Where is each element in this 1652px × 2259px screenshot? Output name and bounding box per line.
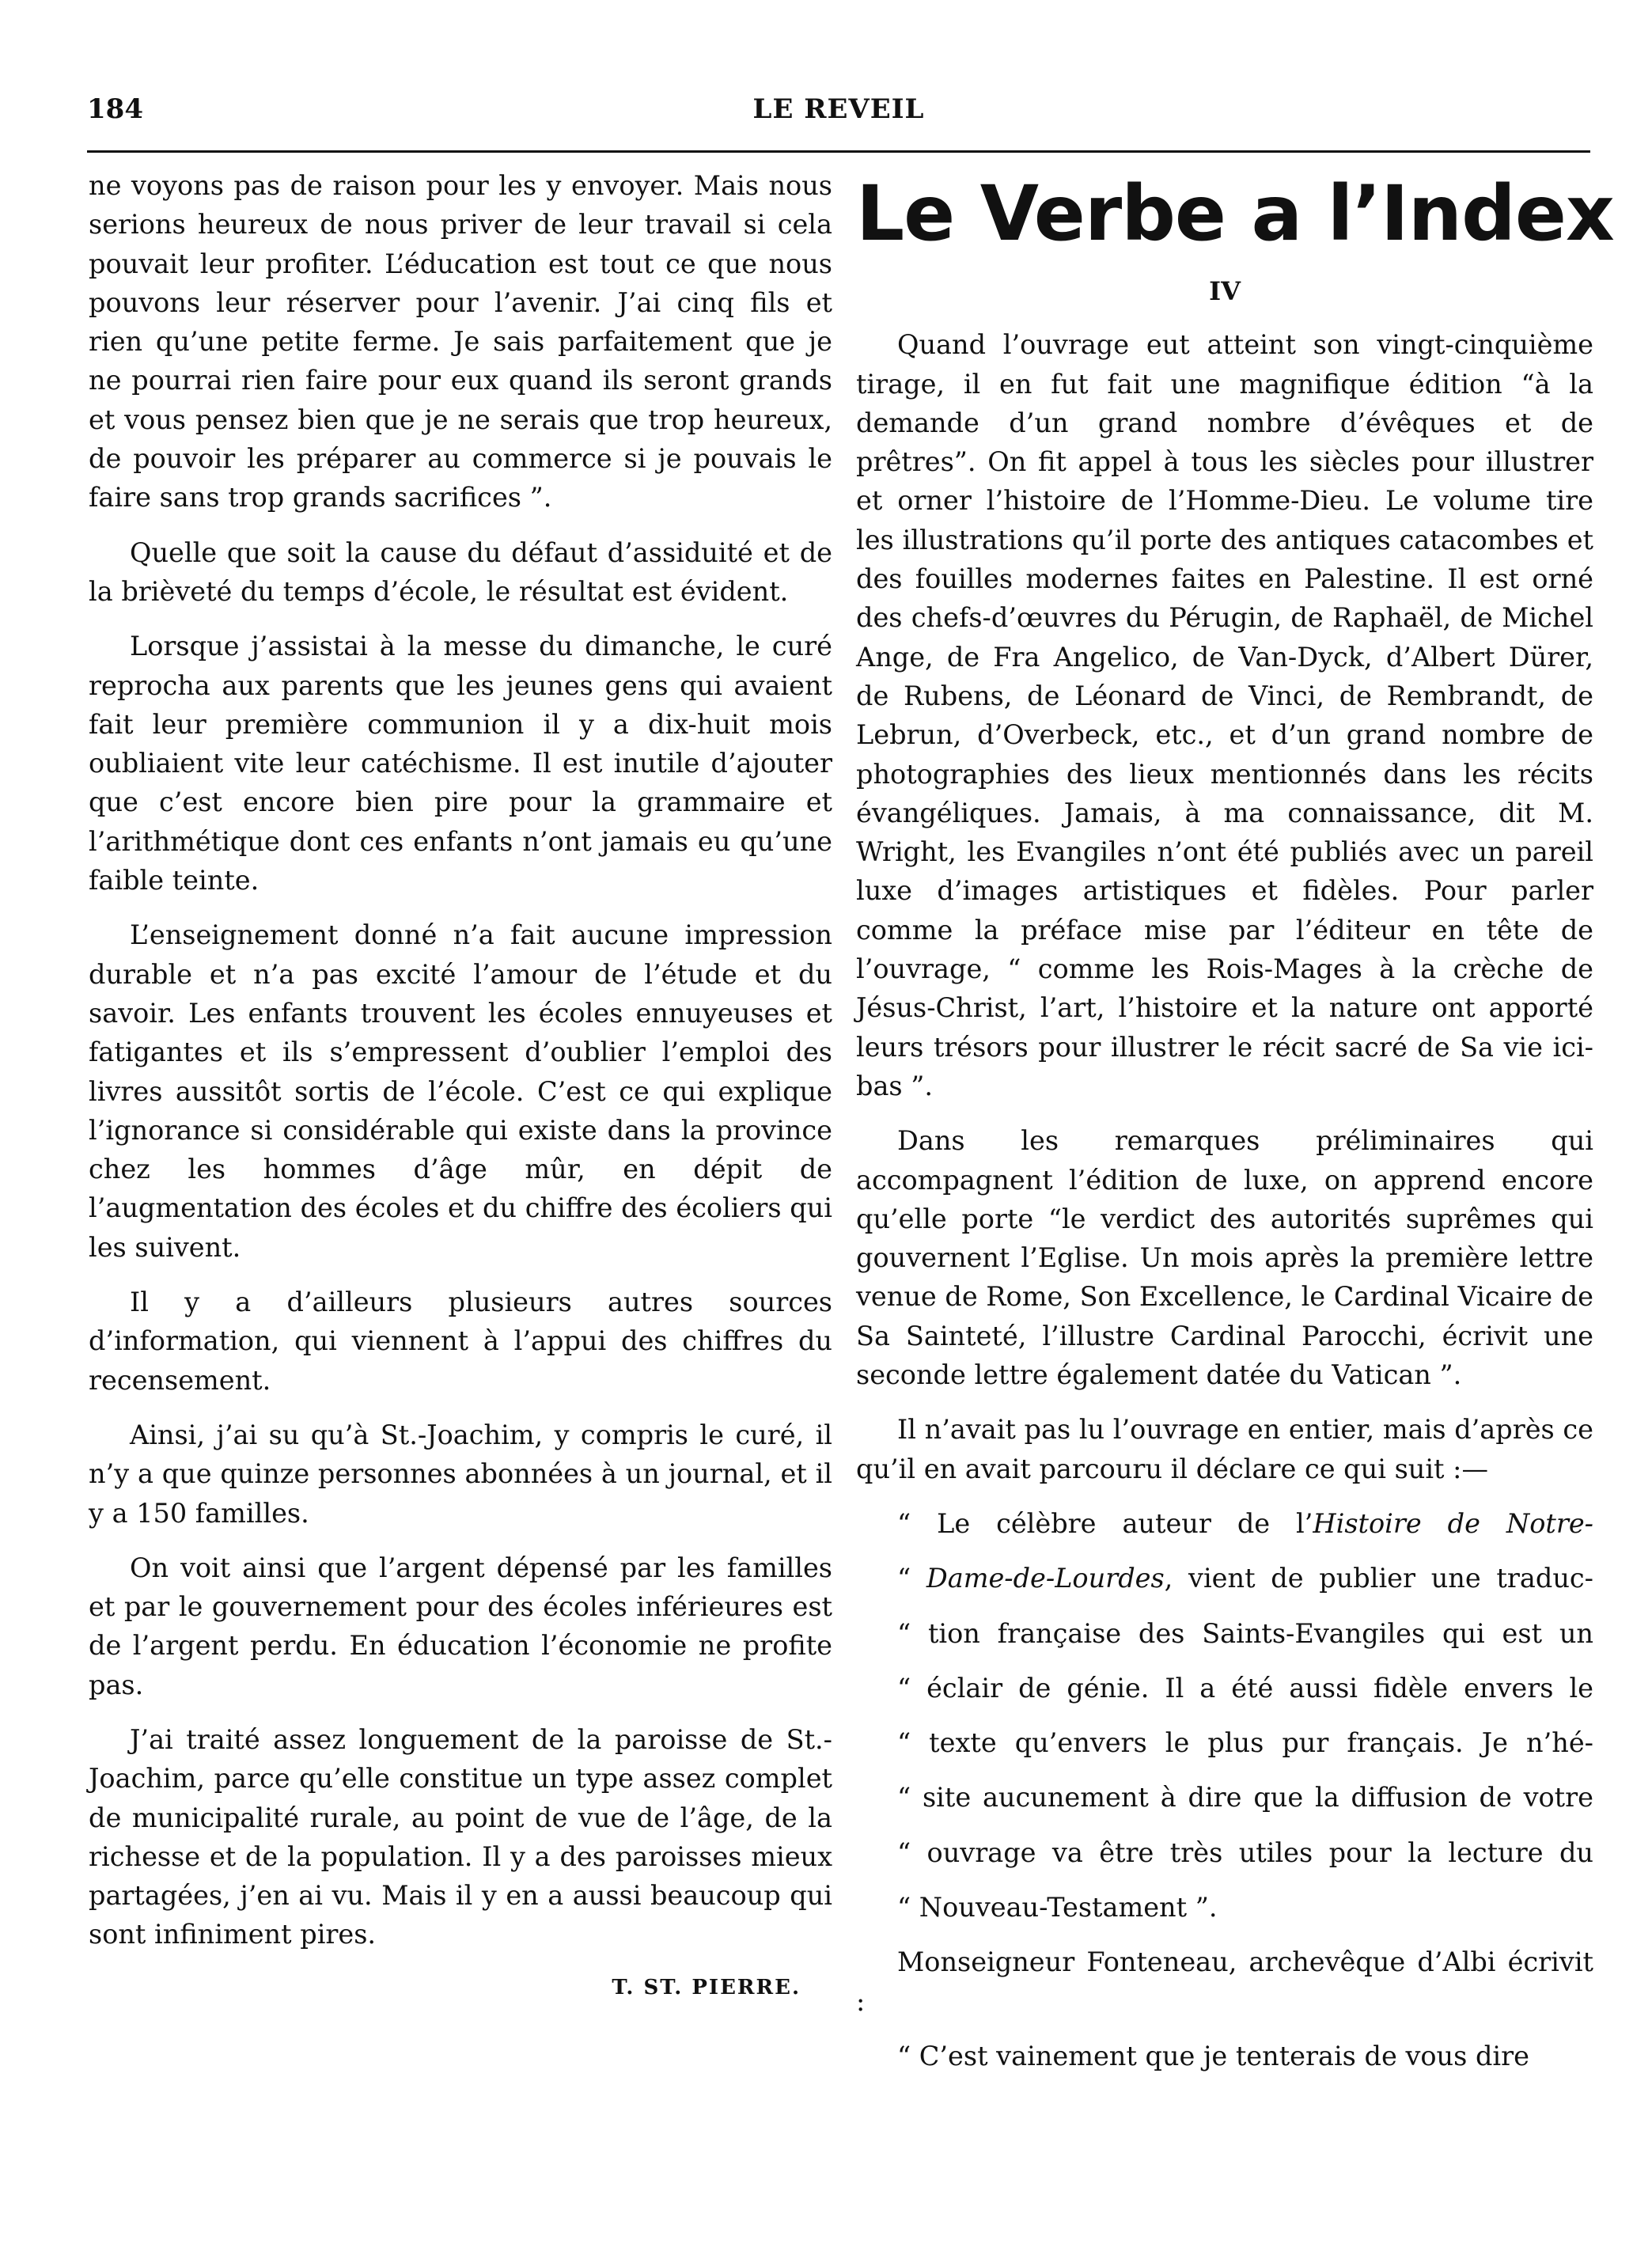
paragraph: Quand l’ouvrage eut atteint son vingt-cinquième tirage, il en fut fait une magnifique édition “à la demande d’un grand nombre d’évêques et de prêtres”. On fit appel à tous les siècles pour illustrer et orner l’histoire de l’Homme-Dieu. Le volume tire les illustrations qu’il porte des antiques catacombes et des fouilles modernes faites en Palestine. Il est orné des chefs-d’œuvres du Pérugin, de Raphaël, de Michel Ange, de Fra Angelico, de Van-Dyck, d’Albert Dürer, de Rubens, de Léonard de Vinci, de Rembrandt, de Lebrun, d’Overbeck, etc., et d’un grand nombre de photographies des lieux mentionnés dans les récits évangéliques. Jamais, à ma connaissance, dit M. Wright, les Evangiles n’ont été publiés avec un pareil luxe d’images artistiques et fidèles. Pour parler comme la préface mise par l’éditeur en tête de l’ouvrage, “ comme les Rois-Mages à la crèche de Jésus-Christ, l’art, l’histoire et la nature ont apporté leurs trésors pour illustrer le récit sacré de Sa vie ici-bas ”.: [856, 329, 1593, 1101]
paragraph: Il y a d’ailleurs plusieurs autres sources d’information, qui viennent à l’appui des chiffres du recensement.: [89, 1287, 832, 1396]
quote-line: “ tion française des Saints-Evangiles qui est un: [897, 1617, 1593, 1649]
page-header: [87, 93, 1590, 141]
quote-line: “ site aucunement à dire que la diffusion de votre: [897, 1782, 1593, 1814]
paragraph: J’ai traité assez longuement de la paroisse de St.-Joachim, parce qu’elle constitue un type assez complet de municipalité rurale, au point de vue de l’âge, de la richesse et de la population. Il y a des paroisses mieux partagées, j’en ai vu. Mais il y en a aussi beaucoup qui sont infiniment pires.: [89, 1723, 832, 1950]
author-signature: T. ST. PIERRE.: [612, 1975, 801, 1999]
quote-line: “ éclair de génie. Il a été aussi fidèle envers le: [897, 1672, 1593, 1704]
header-rule: [87, 150, 1590, 153]
paragraph: Ainsi, j’ai su qu’à St.-Joachim, y compris le curé, il n’y a que quinze personnes abonnées à un journal, et il y a 150 familles.: [89, 1419, 832, 1529]
paragraph: L’enseignement donné n’a fait aucune impression durable et n’a pas excité l’amour de l’étude et du savoir. Les enfants trouvent les écoles ennuyeuses et fatigantes et ils s’empressent d’oublier l’emploi des livres aussitôt sortis de l’école. C’est ce qui explique l’ignorance si considérable qui existe dans la province chez les hommes d’âge mûr, en dépit de l’augmentation des écoles et du chiffre des écoliers qui les suivent.: [89, 919, 832, 1263]
quote-line: “ Dame-de-Lourdes, vient de publier une traduc-: [897, 1563, 1593, 1594]
right-column: [856, 166, 1614, 2075]
paragraph: Il n’avait pas lu l’ouvrage en entier, mais d’après ce qu’il en avait parcouru il déclare ce qui suit :—: [856, 1414, 1593, 1484]
quotation-block: [856, 1504, 1593, 1927]
quote-line: “ ouvrage va être très utiles pour la lecture du: [897, 1836, 1593, 1868]
journal-title: LE REVEIL: [752, 93, 925, 125]
paragraph: “ C’est vainement que je tenterais de vous dire: [897, 2040, 1529, 2071]
paragraph: Dans les remarques préliminaires qui accompagnent l’édition de luxe, on apprend encore qu’elle porte “le verdict des autorités suprêmes qui gouvernent l’Eglise. Un mois après la première lettre venue de Rome, Son Excellence, le Cardinal Vicaire de Sa Sainteté, l’illustre Cardinal Parocchi, écrivit une seconde lettre également datée du Vatican ”.: [856, 1125, 1593, 1391]
quote-line: “ Nouveau-Testament ”.: [897, 1891, 1218, 1923]
paragraph: On voit ainsi que l’argent dépensé par les familles et par le gouvernement pour des écoles inférieures est de l’argent perdu. En éducation l’économie ne profite pas.: [89, 1552, 832, 1700]
page-number: 184: [87, 93, 143, 125]
section-number: IV: [1209, 276, 1241, 306]
paragraph: ne voyons pas de raison pour les y envoyer. Mais nous serions heureux de nous priver de leur travail si cela pouvait leur profiter. L’éducation est tout ce que nous pouvons leur réserver pour l’avenir. J’ai cinq fils et rien qu’une petite ferme. Je sais parfaitement que je ne pourrai rien faire pour eux quand ils seront grands et vous pensez bien que je ne serais que trop heureux, de pouvoir les préparer au commerce si je pouvais le faire sans trop grands sacrifices ”.: [89, 170, 832, 514]
quote-line: “ Le célèbre auteur de l’Histoire de Notre-: [897, 1507, 1593, 1539]
article-title: Le Verbe a l’Index: [856, 169, 1614, 258]
paragraph: Quelle que soit la cause du défaut d’assiduité et de la brièveté du temps d’école, le résultat est évident.: [89, 536, 832, 607]
paragraph: Lorsque j’assistai à la messe du dimanche, le curé reprocha aux parents que les jeunes gens qui avaient fait leur première communion il y a dix-huit mois oubliaient vite leur catéchisme. Il est inutile d’ajouter que c’est encore bien pire pour la grammaire et l’arithmétique dont ces enfants n’ont jamais eu qu’une faible teinte.: [89, 631, 832, 896]
paragraph: Monseigneur Fonteneau, archevêque d’Albi écrivit :: [856, 1946, 1593, 2017]
left-column: [89, 166, 832, 2007]
quote-line: “ texte qu’envers le plus pur français. Je n’hé-: [897, 1727, 1593, 1759]
